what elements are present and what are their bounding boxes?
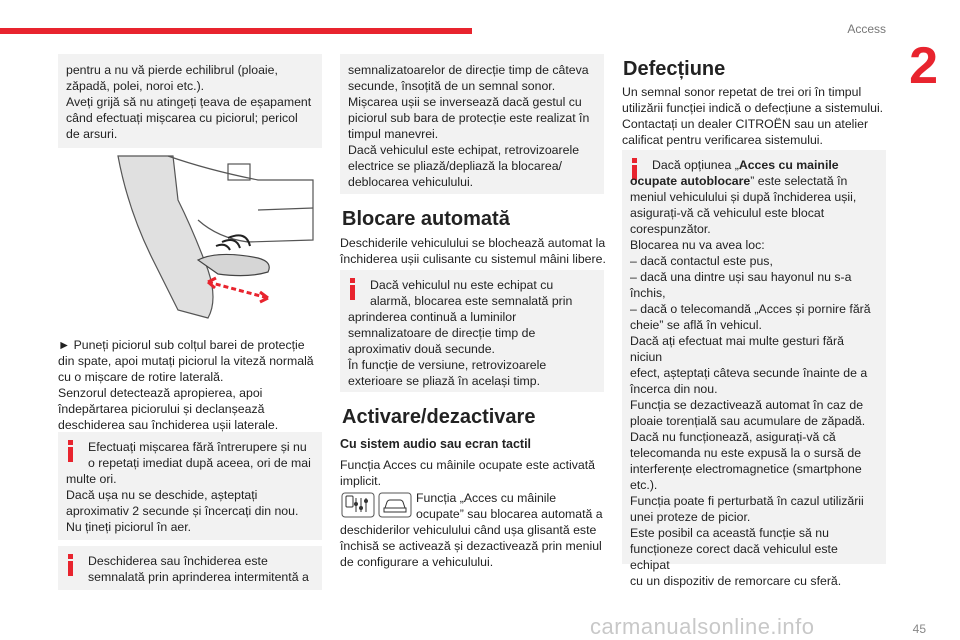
foot-gesture-illustration bbox=[58, 150, 322, 326]
info-box-blocare bbox=[340, 270, 604, 392]
heading-blocare-automata: Blocare automată bbox=[342, 208, 510, 230]
info-text: Deschiderea sau închiderea este semnalată prin aprinderea intermitentă a bbox=[88, 554, 309, 584]
info-box-col1-2 bbox=[58, 546, 322, 590]
info-box-col1-1 bbox=[58, 432, 322, 540]
info-box-defect bbox=[622, 150, 886, 588]
blocare-body: Deschiderile vehiculului se blochează automat la închiderea ușii culisante cu sistemul mâini libere. bbox=[340, 236, 606, 266]
info-text: Dacă vehiculul nu este echipat cu alarmă, blocarea este semnalată prin aprinderea continuă a luminilor semnalizatoare de direcție timp de aproximativ două secunde. În funcție de versiune, retrovizoarele exterioare se pliază în același timp. bbox=[348, 278, 573, 388]
heading-activare: Activare/dezactivare bbox=[342, 406, 536, 428]
info-text: Dacă opțiunea „Acces cu mainile ocupate autoblocare” este selectată în meniul vehiculului și după închiderea ușii, asigurați-vă că vehiculul este blocat corespunzător. Blocarea nu va avea loc: – dacă contactul este pus, – dacă una dintre uși sau hayonul nu s-a închis, – dacă o telecomandă „Acces și pornire fără cheie” se află în vehicul. Dacă ați efectuat mai multe gesturi fără niciun efect, așteptați câteva secunde înainte de a încerca din nou. Funcția se dezactivează automat în caz de ploaie torențială sau acumulare de zăpadă. Dacă nu funcționează, asigurați-vă că telecomanda nu este expusă la o sursă de interferențe electromagnetice (smartphone etc.). Funcția poate fi perturbată în cazul utilizării unei proteze de picior. Este posibil ca această funcție să nu funcționeze corect dacă vehiculul este echipat cu un dispozitiv de remorcare cu sferă. bbox=[630, 158, 871, 588]
note-text: pentru a nu vă pierde echilibrul (ploaie, zăpadă, polei, noroi etc.). Aveți grijă să nu atingeți țeava de eșapament când efectuați mișcarea cu piciorul; pericol de arsuri. bbox=[66, 63, 312, 141]
chapter-number: 2 bbox=[909, 37, 938, 95]
audio-body: Funcția Acces cu mâinile ocupate este activată implicit. bbox=[340, 458, 595, 488]
defect-body: Un semnal sonor repetat de trei ori în timpul utilizării funcției indică o defecțiune a sistemului. Contactați un dealer CITROËN sau un atelier calificat pentru verificarea sistemului. bbox=[622, 85, 884, 147]
watermark: carmanualsonline.info bbox=[590, 614, 815, 639]
heading-defectiune: Defecțiune bbox=[623, 58, 726, 80]
top-accent-bar bbox=[0, 28, 472, 34]
car-settings-icon bbox=[378, 492, 412, 518]
page-number: 45 bbox=[912, 622, 926, 636]
audio-rest: deschiderilor vehiculului când ușa glisantă este închisă se activează și dezactivează prin meniul de configurare a vehiculului. bbox=[340, 523, 602, 569]
note-box-col1-top bbox=[58, 54, 322, 148]
subheading-audio: Cu sistem audio sau ecran tactil bbox=[340, 437, 532, 451]
info-text: Efectuați mișcarea fără întrerupere și nu o repetați imediat după aceea, ori de mai multe ori. Dacă ușa nu se deschide, așteptați aproximativ 2 secunde și încercați din nou. Nu țineți piciorul în aer. bbox=[66, 440, 311, 534]
phone-settings-icon bbox=[341, 492, 375, 518]
audio-icon-text: Funcția „Acces cu mâinile ocupate” sau blocarea automată a bbox=[416, 491, 603, 521]
option-name: Acces cu mainile ocupate autoblocare bbox=[630, 158, 839, 188]
gesture-instructions: ► Puneți piciorul sub colțul barei de protecție din spate, apoi mutați piciorul la viteză normală cu o mișcare de rotire laterală. Senzorul detectează apropierea, apoi îndepărtarea piciorului și declanșează deschiderea sau închiderea ușii laterale. bbox=[58, 338, 314, 432]
note-text: semnalizatoarelor de direcție timp de câteva secunde, însoțită de un semnal sonor. Mișcarea ușii se inversează dacă gestul cu piciorul sub bara de protecție este realizat în timpul manevrei. Dacă vehiculul este echipat, retrovizoarele electrice se pliază/depliază la blocarea/ deblocarea vehiculului. bbox=[348, 63, 590, 189]
section-title: Access bbox=[847, 22, 886, 36]
note-box-col2-top bbox=[340, 54, 604, 194]
